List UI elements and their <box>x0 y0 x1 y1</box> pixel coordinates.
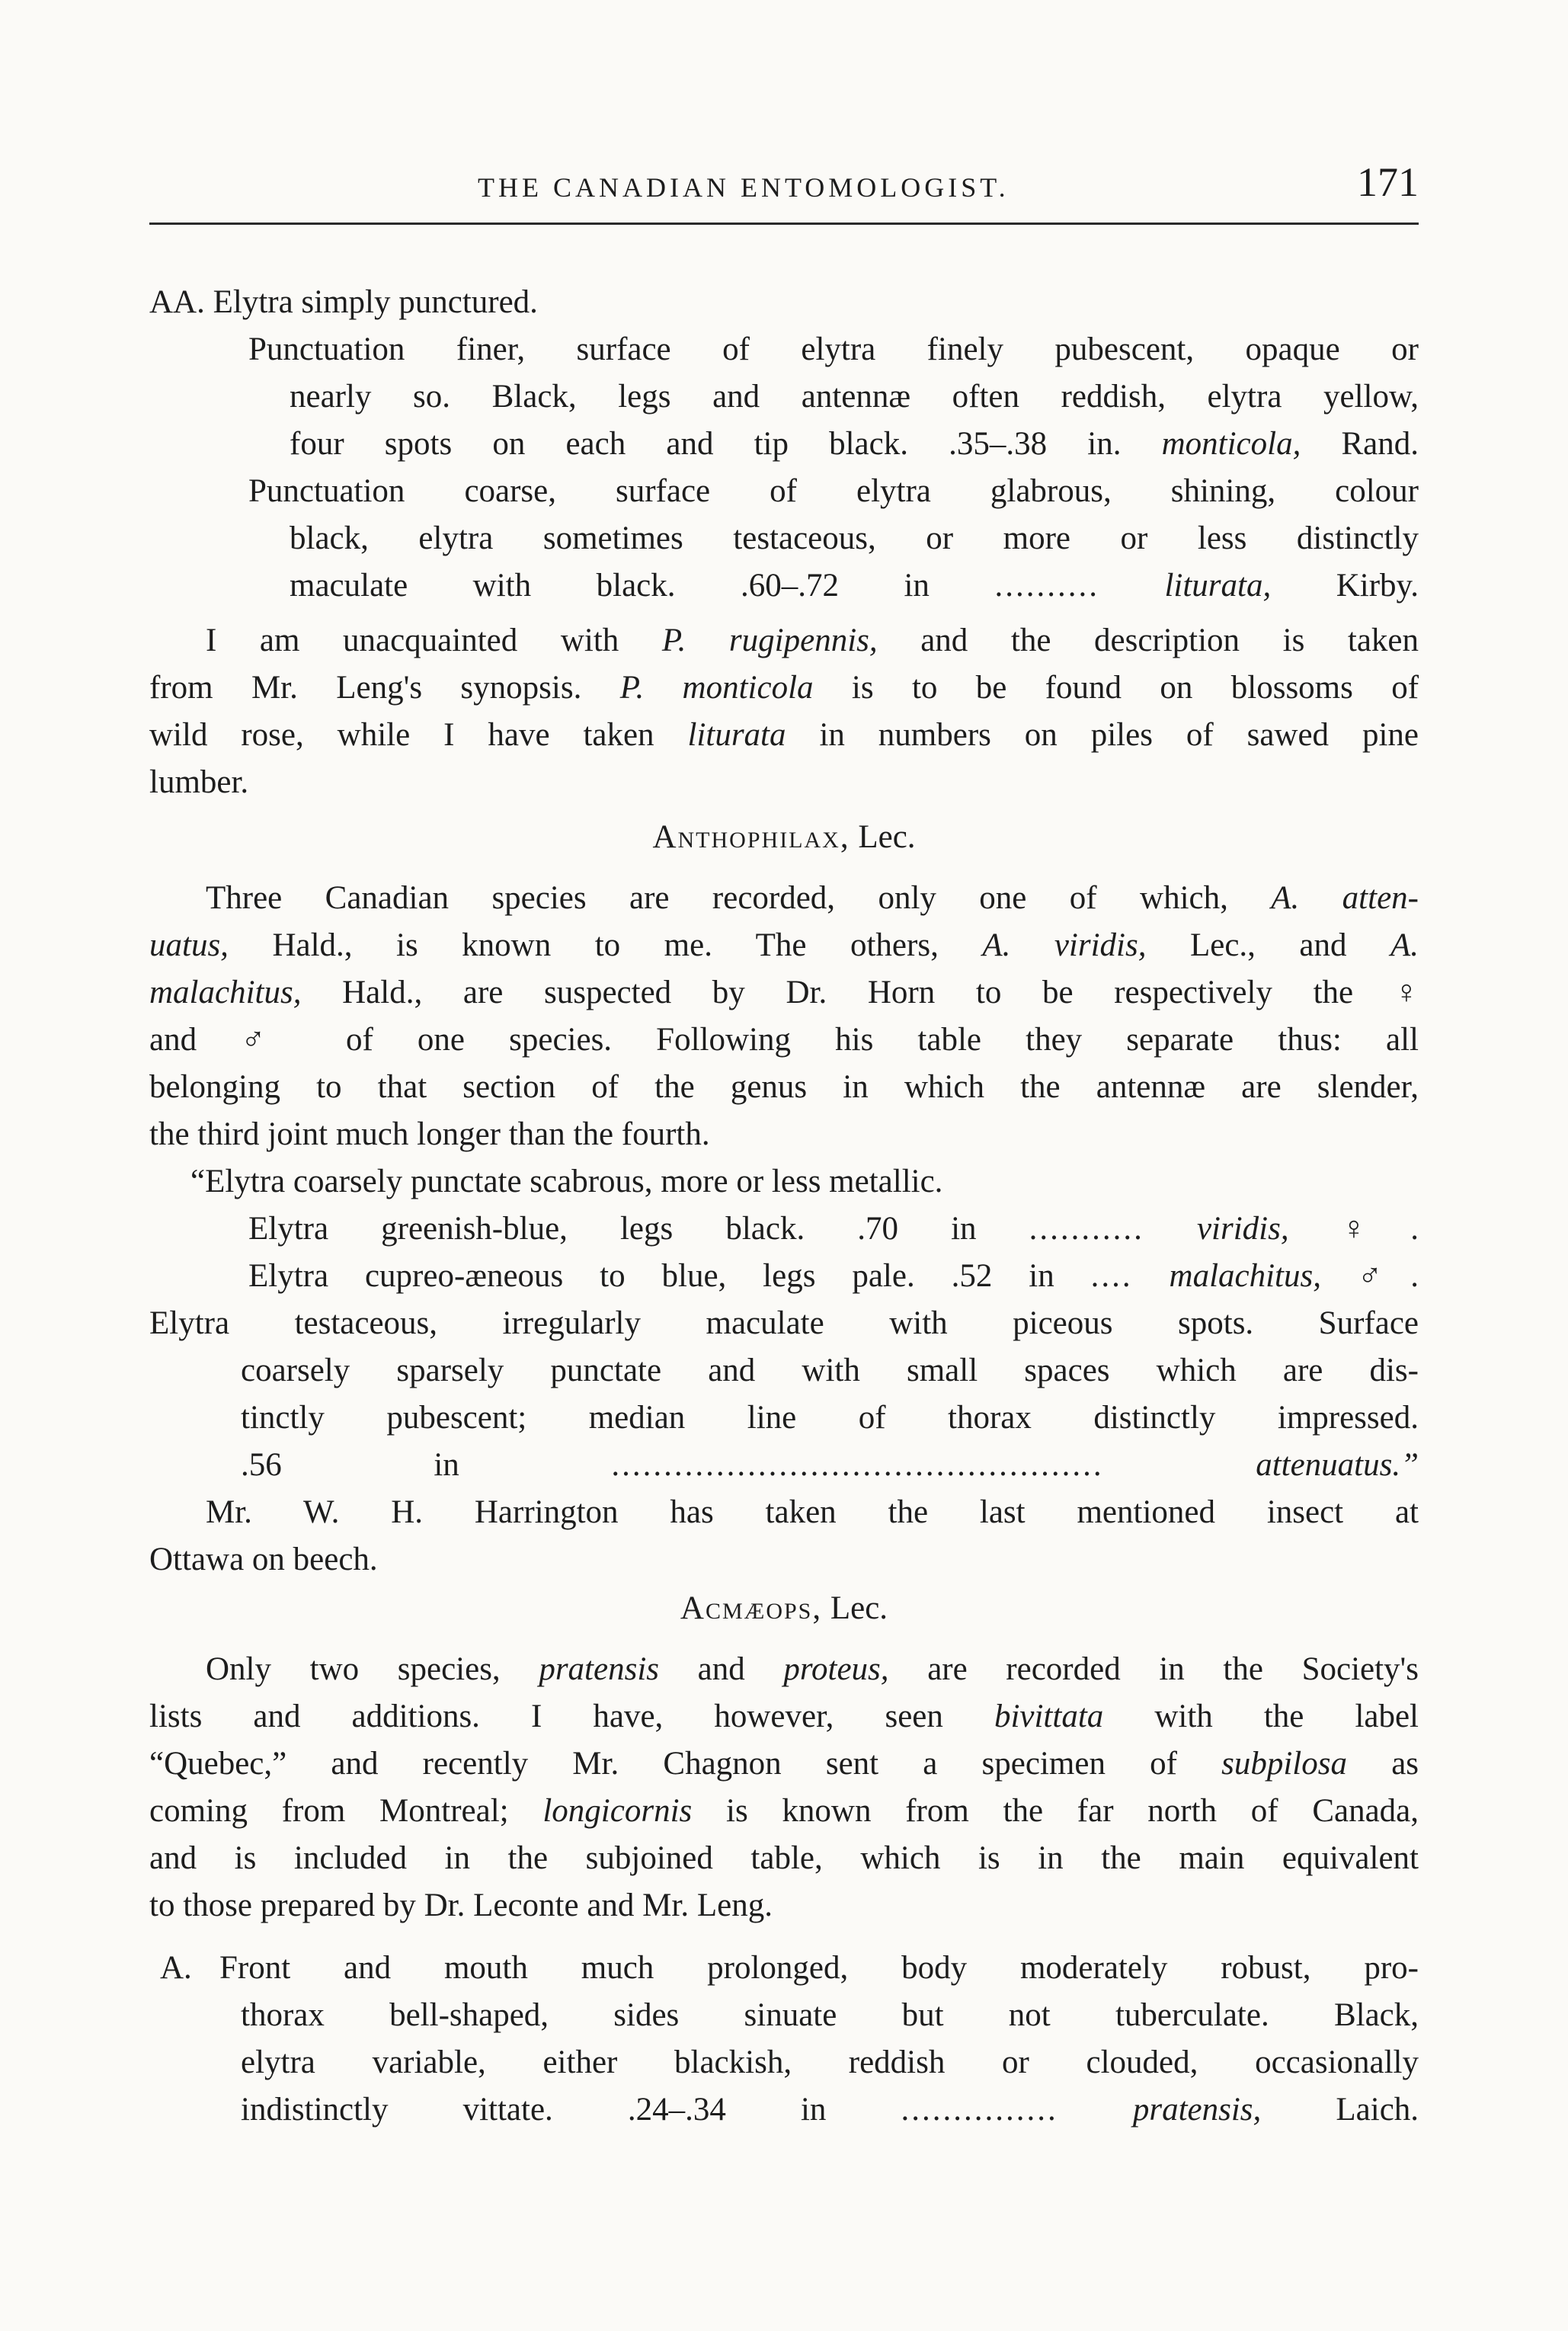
paragraph-line <box>149 713 1419 757</box>
running-title: THE CANADIAN ENTOMOLOGIST. <box>478 172 1010 203</box>
paragraph-line: Mr. W. H. Harrington has taken the last mentioned insect at <box>206 1494 1419 1530</box>
sex-symbol: ♀. <box>1341 1211 1419 1247</box>
species-name: liturata, <box>1164 568 1272 604</box>
paragraph-line <box>149 971 1419 1015</box>
page-number: 171 <box>1357 159 1419 205</box>
key-line: black, elytra sometimes testaceous, or more or less distinctly <box>290 520 1419 556</box>
leader-dots: .......... <box>994 568 1099 604</box>
key-aa-heading: AA. Elytra simply punctured. <box>149 284 538 320</box>
paragraph-line <box>149 666 1419 710</box>
genus-author: Lec. <box>858 819 916 855</box>
key-line: Punctuation coarse, surface of elytra glabrous, shining, colour <box>248 473 1419 509</box>
genus-heading <box>149 815 1419 860</box>
paragraph-line <box>149 1742 1419 1786</box>
key-line <box>248 1207 1419 1251</box>
key-text: .56 in <box>241 1447 459 1483</box>
text: wild rose, while I have taken <box>149 717 654 753</box>
key-line <box>290 564 1419 608</box>
paragraph-line: to those prepared by Dr. Leconte and Mr. Leng. <box>149 1888 773 1923</box>
paragraph-line <box>206 1647 1419 1692</box>
paragraph-line <box>149 924 1419 968</box>
text: are recorded in the Society's <box>927 1651 1419 1687</box>
key-line <box>248 1254 1419 1298</box>
text: and <box>697 1651 745 1687</box>
key-letter: A. <box>160 1950 192 1986</box>
species-name: monticola, <box>1161 426 1301 462</box>
paragraph-line <box>206 619 1419 663</box>
species-name: P. rugipennis, <box>661 623 878 658</box>
key-line <box>241 2088 1419 2132</box>
leader-dots: ........... <box>1029 1211 1144 1247</box>
key-line: coarsely sparsely punctate and with small spaces which are dis- <box>241 1353 1419 1388</box>
species-name: malachitus, <box>149 975 302 1010</box>
paragraph-line: the third joint much longer than the fourth. <box>149 1116 710 1152</box>
text: is to be found on blossoms of <box>851 670 1419 706</box>
species-name: bivittata <box>994 1699 1104 1734</box>
text: from Mr. Leng's synopsis. <box>149 670 582 706</box>
key-text: maculate with black. .60–.72 in <box>290 568 930 604</box>
genus-name: Acmæops, <box>680 1590 823 1626</box>
species-name: pratensis, <box>1132 2092 1262 2128</box>
key-line: Elytra testaceous, irregularly maculate with piceous spots. Surface <box>149 1305 1419 1341</box>
paragraph-line: belonging to that section of the genus in which the antennæ are slender, <box>149 1069 1419 1105</box>
text: coming from Montreal; <box>149 1793 509 1829</box>
paragraph-line <box>149 1695 1419 1739</box>
species-name: proteus, <box>783 1651 889 1687</box>
text: Only two species, <box>206 1651 501 1687</box>
species-name: A. viridis, <box>982 927 1147 963</box>
key-line: “Elytra coarsely punctate scabrous, more or less metallic. <box>190 1164 943 1199</box>
key-line <box>241 1443 1419 1487</box>
key-line: Punctuation finer, surface of elytra finely pubescent, opaque or <box>248 331 1419 367</box>
text: in numbers on piles of sawed pine <box>819 717 1419 753</box>
key-text: Elytra greenish-blue, legs black. .70 in <box>248 1211 977 1247</box>
paragraph-line <box>149 1789 1419 1833</box>
leader-dots: ............................................... <box>611 1447 1104 1483</box>
genus-author: Lec. <box>830 1590 888 1626</box>
author-name: Rand. <box>1341 426 1419 462</box>
species-name: A. atten- <box>1271 880 1419 916</box>
text: is known from the far north of Canada, <box>726 1793 1419 1829</box>
key-text: four spots on each and tip black. .35–.38 in. <box>290 426 1122 462</box>
text: “Quebec,” and recently Mr. Chagnon sent a specimen of <box>149 1746 1177 1782</box>
sex-symbol: ♂. <box>1357 1258 1419 1294</box>
species-name: pratensis <box>539 1651 660 1687</box>
key-text: Elytra cupreo-æneous to blue, legs pale. .52 in <box>248 1258 1054 1294</box>
species-name: P. monticola <box>619 670 814 706</box>
key-text: indistinctly vittate. .24–.34 in <box>241 2092 827 2128</box>
species-name: attenuatus.” <box>1256 1447 1419 1483</box>
text: as <box>1391 1746 1419 1782</box>
text: with the label <box>1154 1699 1419 1734</box>
leader-dots: .... <box>1090 1258 1133 1294</box>
species-name: uatus, <box>149 927 229 963</box>
species-name: A. <box>1390 927 1419 963</box>
paragraph-line <box>206 876 1419 921</box>
paragraph-line: Ottawa on beech. <box>149 1542 378 1577</box>
key-line: tinctly pubescent; median line of thorax distinctly impressed. <box>241 1400 1419 1436</box>
author-name: Laich. <box>1336 2092 1419 2128</box>
genus-name: Anthophilax, <box>652 819 850 855</box>
key-line: Front and mouth much prolonged, body moderately robust, pro- <box>219 1950 1419 1986</box>
text: Lec., and <box>1189 927 1347 963</box>
paragraph-line: lumber. <box>149 764 249 800</box>
text: Hald., are suspected by Dr. Horn to be respectively the ♀ <box>342 975 1419 1010</box>
text: Three Canadian species are recorded, only one of which, <box>206 880 1228 916</box>
author-name: Kirby. <box>1336 568 1419 604</box>
text: I am unacquainted with <box>206 623 619 658</box>
species-name: longicornis <box>542 1793 693 1829</box>
text: lists and additions. I have, however, seen <box>149 1699 943 1734</box>
text: Hald., is known to me. The others, <box>272 927 939 963</box>
key-line <box>290 422 1419 466</box>
key-line: elytra variable, either blackish, reddish or clouded, occasionally <box>241 2044 1419 2080</box>
genus-heading <box>149 1587 1419 1631</box>
leader-dots: ............... <box>901 2092 1058 2128</box>
species-name: viridis, <box>1196 1211 1289 1247</box>
header-rule <box>149 223 1419 225</box>
species-name: liturata <box>687 717 786 753</box>
paragraph-line: and is included in the subjoined table, which is in the main equivalent <box>149 1840 1419 1876</box>
species-name: malachitus, <box>1169 1258 1321 1294</box>
key-line: nearly so. Black, legs and antennæ often reddish, elytra yellow, <box>290 379 1419 415</box>
species-name: subpilosa <box>1221 1746 1347 1782</box>
text: and the description is taken <box>920 623 1419 658</box>
key-line: thorax bell-shaped, sides sinuate but not tuberculate. Black, <box>241 1997 1419 2033</box>
paragraph-line: and ♂ of one species. Following his table they separate thus: all <box>149 1022 1419 1058</box>
